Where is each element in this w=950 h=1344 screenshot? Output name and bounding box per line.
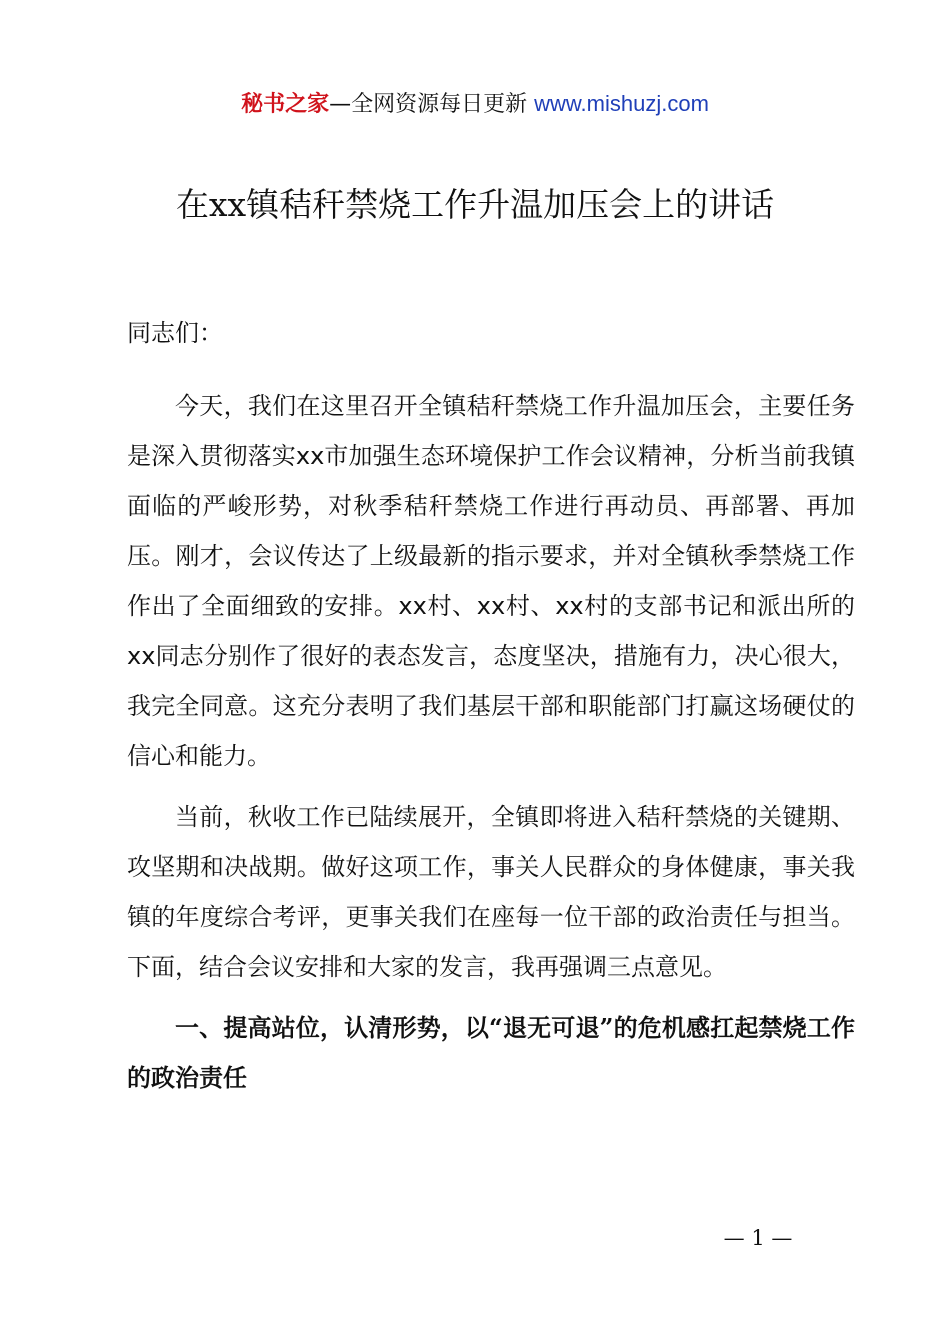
site-brand: 秘书之家 — [241, 92, 330, 117]
salutation: 同志们： — [127, 319, 223, 347]
document-body — [127, 308, 855, 1114]
paragraph-opening: 今天，我们在这里召开全镇秸秆禁烧工作升温加压会，主要任务是深入贯彻落实xx市加强生态环境保护工作会议精神，分析当前我镇面临的严峻形势，对秋季秸秆禁烧工作进行再动员、再部署、再加压。刚才，会议传达了上级最新的指示要求，并对全镇秋季禁烧工作作出了全面细致的安排。xx村、xx村、xx村的支部书记和派出所的xx同志分别作了很好的表态发言，态度坚决，措施有力，决心很大，我完全同意。这充分表明了我们基层干部和职能部门打赢这场硬仗的信心和能力。 — [127, 392, 855, 770]
page-number-text: — 1 — — [723, 1226, 793, 1250]
section-heading: 一、提高站位，认清形势，以“退无可退”的危机感扛起禁烧工作的政治责任 — [127, 1013, 855, 1092]
site-header — [0, 88, 950, 121]
paragraph-current-situation: 当前，秋收工作已陆续展开，全镇即将进入秸秆禁烧的关键期、攻坚期和决战期。做好这项工作，事关人民群众的身体健康，事关我镇的年度综合考评，更事关我们在座每一位干部的政治责任与担当。下面，结合会议安排和大家的发言，我再强调三点意见。 — [127, 803, 855, 981]
document-title: 在xx镇秸秆禁烧工作升温加压会上的讲话 — [175, 185, 775, 224]
site-tagline: —全网资源每日更新 — [329, 92, 535, 117]
page-number — [0, 1222, 950, 1254]
site-url-link[interactable]: www.mishuzj.com — [534, 91, 709, 116]
